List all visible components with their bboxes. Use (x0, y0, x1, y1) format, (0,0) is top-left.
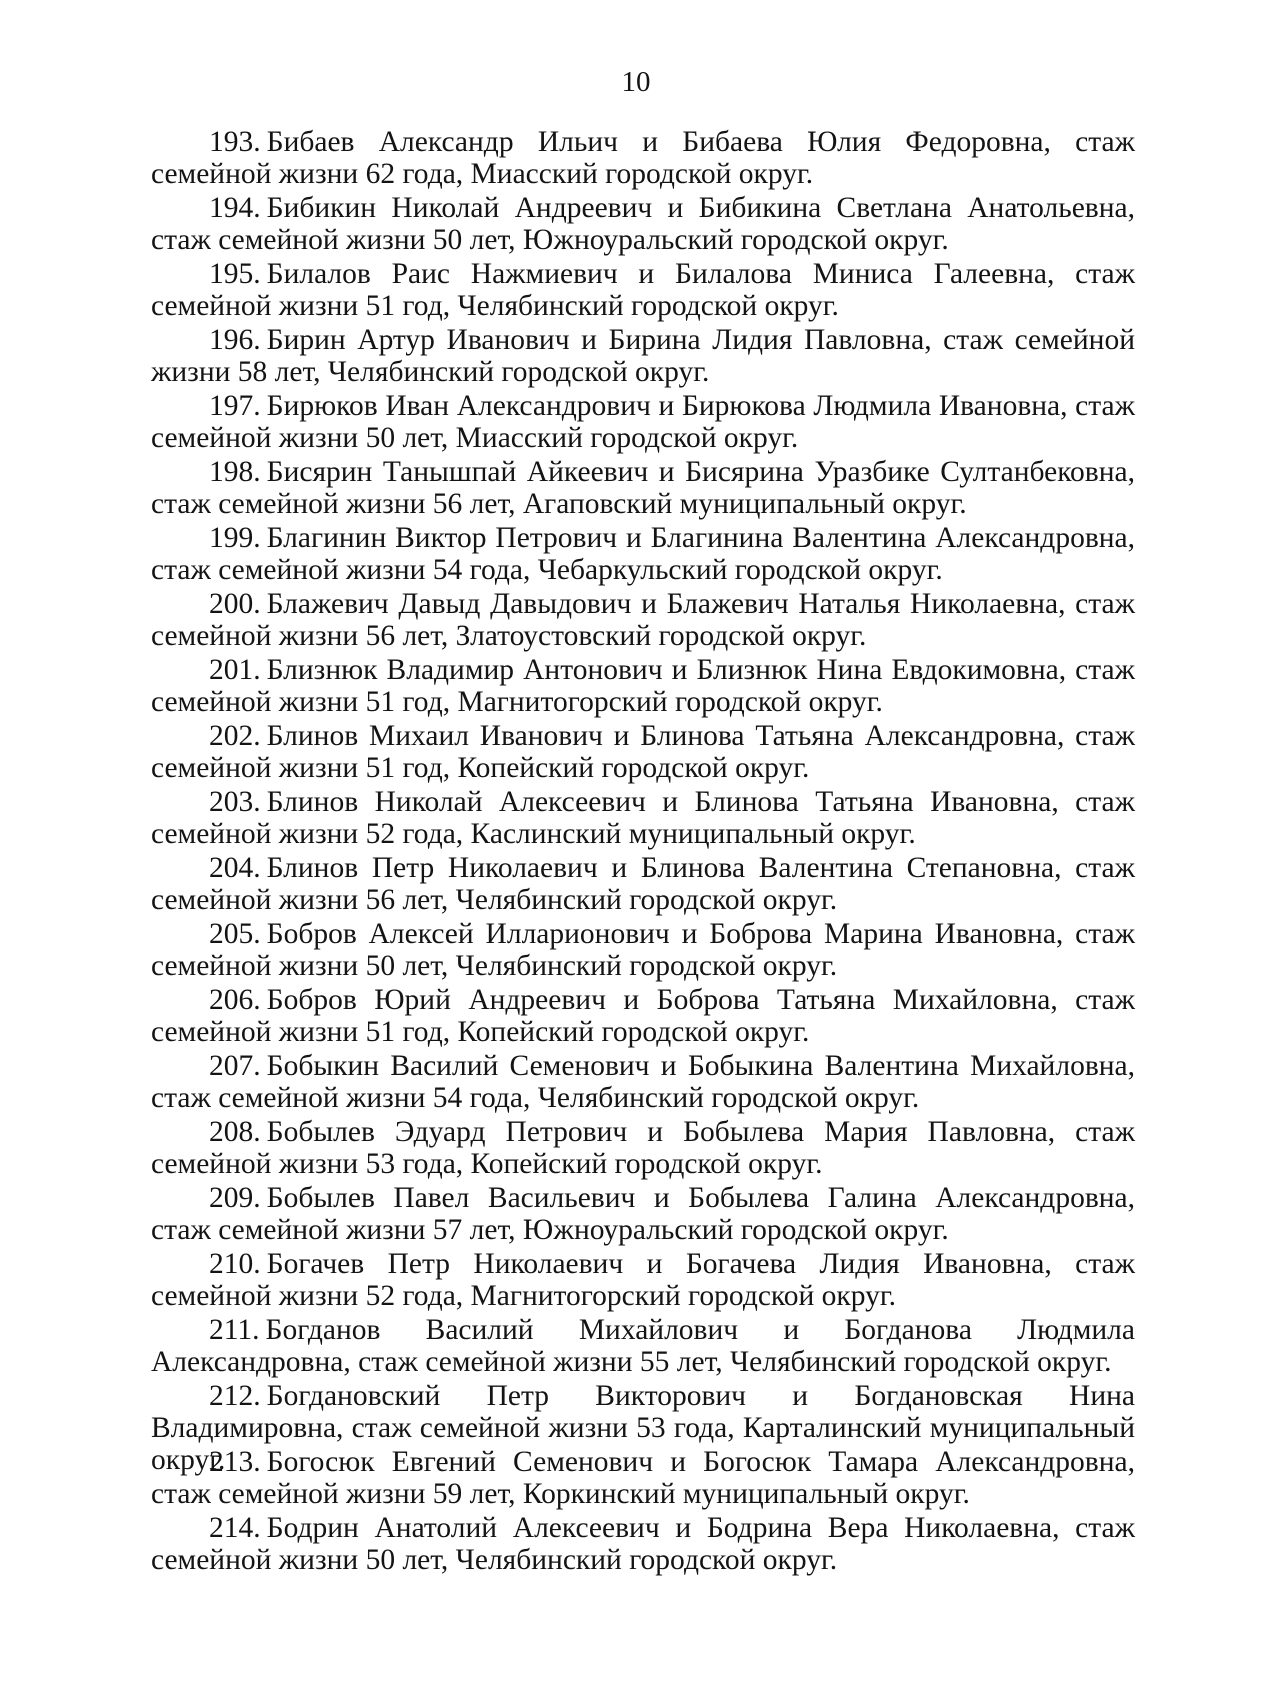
entry-text: Богачев Петр Николаевич и Богачева Лидия Ивановна, стаж семейной жизни 52 года, Магнитогорский городской округ. (151, 1248, 1135, 1312)
entry-text: Бибикин Николай Андреевич и Бибикина Светлана Анатольевна, стаж семейной жизни 50 лет, Южноуральский городской округ. (151, 192, 1135, 256)
list-item (151, 1116, 1135, 1182)
entry-number: 201. (209, 654, 261, 686)
entry-text: Бобров Алексей Илларионович и Боброва Марина Ивановна, стаж семейной жизни 50 лет, Челябинский городской округ. (151, 918, 1135, 982)
list-item (151, 1248, 1135, 1314)
entry-text: Бирин Артур Иванович и Бирина Лидия Павловна, стаж семейной жизни 58 лет, Челябинский городской округ. (151, 324, 1135, 388)
list-item (151, 786, 1135, 852)
entry-number: 202. (209, 720, 261, 752)
entry-number: 200. (209, 588, 261, 620)
entry-text: Бисярин Танышпай Айкеевич и Бисярина Уразбике Султанбековна, стаж семейной жизни 56 лет, Агаповский муниципальный округ. (151, 456, 1135, 520)
list-item (151, 984, 1135, 1050)
entry-text: Блажевич Давыд Давыдович и Блажевич Наталья Николаевна, стаж семейной жизни 56 лет, Златоустовский городской округ. (151, 588, 1135, 652)
entry-text: Бибаев Александр Ильич и Бибаева Юлия Федоровна, стаж семейной жизни 62 года, Миасский городской округ. (151, 126, 1135, 190)
entry-text: Близнюк Владимир Антонович и Близнюк Нина Евдокимовна, стаж семейной жизни 51 год, Магнитогорский городской округ. (151, 654, 1135, 718)
entry-number: 208. (209, 1116, 261, 1148)
entry-text: Благинин Виктор Петрович и Благинина Валентина Александровна, стаж семейной жизни 54 года, Чебаркульский городской округ. (151, 522, 1135, 586)
list-item (151, 720, 1135, 786)
page-number: 10 (621, 66, 651, 98)
list-item (151, 258, 1135, 324)
entry-number: 213. (209, 1446, 261, 1478)
list-item (151, 456, 1135, 522)
entry-text: Богосюк Евгений Семенович и Богосюк Тамара Александровна, стаж семейной жизни 59 лет, Коркинский муниципальный округ. (151, 1446, 1135, 1510)
entry-number: 212. (209, 1380, 261, 1412)
entry-number: 209. (209, 1182, 261, 1214)
entries-list (151, 126, 1135, 1578)
entry-number: 210. (209, 1248, 261, 1280)
list-item (151, 192, 1135, 258)
entry-text: Бобылев Павел Васильевич и Бобылева Галина Александровна, стаж семейной жизни 57 лет, Южноуральский городской округ. (151, 1182, 1135, 1246)
entry-number: 194. (209, 192, 261, 224)
entry-text: Блинов Николай Алексеевич и Блинова Татьяна Ивановна, стаж семейной жизни 52 года, Каслинский муниципальный округ. (151, 786, 1135, 850)
list-item (151, 1314, 1135, 1380)
entry-text: Богданов Василий Михайлович и Богданова Людмила Александровна, стаж семейной жизни 55 лет, Челябинский городской округ. (151, 1314, 1135, 1378)
entry-number: 196. (209, 324, 261, 356)
entry-number: 207. (209, 1050, 261, 1082)
entry-number: 214. (209, 1512, 261, 1544)
list-item (151, 918, 1135, 984)
entry-number: 199. (209, 522, 261, 554)
list-item (151, 1512, 1135, 1578)
entry-text: Богдановский Петр Викторович и Богдановская Нина Владимировна, стаж семейной жизни 53 года, Карталинский муниципальный округ. (151, 1380, 1135, 1476)
entry-number: 193. (209, 126, 261, 158)
entry-number: 197. (209, 390, 261, 422)
list-item (151, 390, 1135, 456)
entry-number: 203. (209, 786, 261, 818)
entry-text: Бобылев Эдуард Петрович и Бобылева Мария Павловна, стаж семейной жизни 53 года, Копейский городской округ. (151, 1116, 1135, 1180)
entry-number: 195. (209, 258, 261, 290)
entry-number: 211. (209, 1314, 260, 1346)
entry-text: Бирюков Иван Александрович и Бирюкова Людмила Ивановна, стаж семейной жизни 50 лет, Миасский городской округ. (151, 390, 1135, 454)
entry-number: 198. (209, 456, 261, 488)
list-item (151, 1182, 1135, 1248)
entry-text: Бобыкин Василий Семенович и Бобыкина Валентина Михайловна, стаж семейной жизни 54 года, Челябинский городской округ. (151, 1050, 1135, 1114)
list-item (151, 324, 1135, 390)
entry-text: Блинов Михаил Иванович и Блинова Татьяна Александровна, стаж семейной жизни 51 год, Копейский городской округ. (151, 720, 1135, 784)
list-item (151, 1050, 1135, 1116)
entry-text: Билалов Раис Нажмиевич и Билалова Миниса Галеевна, стаж семейной жизни 51 год, Челябинский городской округ. (151, 258, 1135, 322)
entry-number: 204. (209, 852, 261, 884)
list-item (151, 126, 1135, 192)
entry-number: 205. (209, 918, 261, 950)
entry-text: Блинов Петр Николаевич и Блинова Валентина Степановна, стаж семейной жизни 56 лет, Челябинский городской округ. (151, 852, 1135, 916)
list-item (151, 654, 1135, 720)
list-item (151, 588, 1135, 654)
entry-text: Бобров Юрий Андреевич и Боброва Татьяна Михайловна, стаж семейной жизни 51 год, Копейский городской округ. (151, 984, 1135, 1048)
list-item (151, 852, 1135, 918)
entry-number: 206. (209, 984, 261, 1016)
list-item (151, 1446, 1135, 1512)
entry-text: Бодрин Анатолий Алексеевич и Бодрина Вера Николаевна, стаж семейной жизни 50 лет, Челябинский городской округ. (151, 1512, 1135, 1576)
list-item (151, 522, 1135, 588)
